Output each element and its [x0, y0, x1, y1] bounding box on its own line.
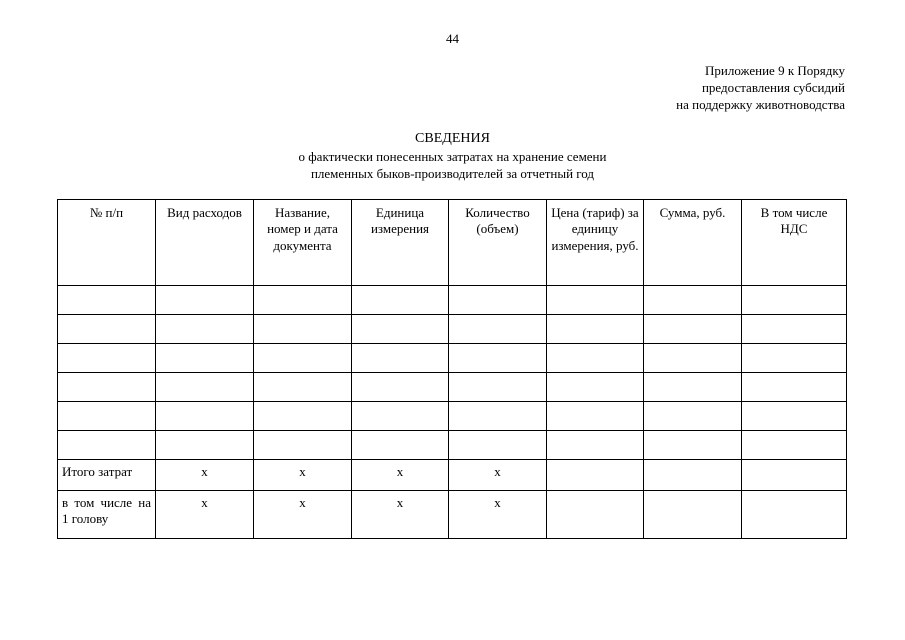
header-cell: Сумма, руб. — [644, 200, 742, 286]
header-cell: Название, номер и дата документа — [254, 200, 352, 286]
table-cell — [547, 431, 644, 460]
table-cell — [156, 315, 254, 344]
table-cell: х — [156, 491, 254, 539]
table-cell — [742, 402, 847, 431]
subtitle-line-2: племенных быков-производителей за отчетный год — [310, 166, 595, 181]
table-cell — [58, 402, 156, 431]
table-cell — [742, 286, 847, 315]
table-cell — [352, 315, 449, 344]
table-cell — [449, 315, 547, 344]
table-cell — [352, 344, 449, 373]
table-cell — [644, 431, 742, 460]
header-cell: Единица измерения — [352, 200, 449, 286]
table-cell — [58, 373, 156, 402]
table-cell: х — [449, 460, 547, 491]
table-cell — [547, 491, 644, 539]
table-cell — [742, 344, 847, 373]
table-cell — [352, 373, 449, 402]
table-cell — [449, 344, 547, 373]
subtitle-line-1: о фактически понесенных затратах на хранение семени — [298, 149, 607, 164]
appendix-reference — [676, 62, 845, 113]
table-cell — [58, 286, 156, 315]
header-cell: В том числе НДС — [742, 200, 847, 286]
table-cell — [156, 431, 254, 460]
appendix-line-3: на поддержку животноводства — [676, 97, 845, 112]
table-cell — [742, 373, 847, 402]
table-cell — [449, 373, 547, 402]
table-cell — [547, 402, 644, 431]
table-cell — [547, 344, 644, 373]
header-cell: Цена (тариф) за единицу измерения, руб. — [547, 200, 644, 286]
table-cell — [547, 460, 644, 491]
table-cell: х — [352, 460, 449, 491]
table-row — [58, 286, 847, 315]
table-cell — [742, 491, 847, 539]
header-cell: № п/п — [58, 200, 156, 286]
table-cell — [58, 431, 156, 460]
table-cell: х — [352, 491, 449, 539]
header-cell: Вид расходов — [156, 200, 254, 286]
table-cell — [644, 373, 742, 402]
table-cell — [254, 402, 352, 431]
title-block — [0, 130, 905, 182]
table-row — [58, 431, 847, 460]
appendix-line-1: Приложение 9 к Порядку — [705, 63, 845, 78]
page-number: 44 — [446, 31, 459, 46]
table-cell — [644, 491, 742, 539]
table-row — [58, 402, 847, 431]
table-cell — [58, 315, 156, 344]
table-row — [58, 344, 847, 373]
per-head-row — [58, 491, 847, 539]
total-label: Итого затрат — [58, 460, 156, 491]
table-row — [58, 315, 847, 344]
table-row — [58, 373, 847, 402]
table-cell — [254, 344, 352, 373]
expenses-table — [57, 199, 847, 539]
table-cell — [254, 286, 352, 315]
table-cell — [742, 460, 847, 491]
table-cell: х — [156, 460, 254, 491]
table-cell — [644, 315, 742, 344]
table-cell: х — [449, 491, 547, 539]
table-cell — [156, 286, 254, 315]
table-cell — [449, 431, 547, 460]
header-cell: Количество (объем) — [449, 200, 547, 286]
table-cell — [254, 431, 352, 460]
table-cell — [58, 344, 156, 373]
table-cell — [156, 373, 254, 402]
table-cell — [254, 315, 352, 344]
table-cell — [547, 286, 644, 315]
per-head-label: в том числе на 1 голову — [58, 491, 156, 539]
table-cell — [254, 373, 352, 402]
table-cell — [352, 286, 449, 315]
table-cell — [156, 402, 254, 431]
document-title: СВЕДЕНИЯ — [415, 131, 490, 146]
table-cell — [644, 344, 742, 373]
table-cell: х — [254, 491, 352, 539]
table-cell — [449, 402, 547, 431]
total-row — [58, 460, 847, 491]
table-cell — [644, 286, 742, 315]
table-cell — [742, 315, 847, 344]
table-cell — [547, 315, 644, 344]
header-row — [58, 200, 847, 286]
appendix-line-2: предоставления субсидий — [701, 80, 845, 95]
table-cell — [352, 431, 449, 460]
table-cell — [352, 402, 449, 431]
table-cell — [644, 460, 742, 491]
document-subtitle — [0, 148, 905, 182]
table-cell — [742, 431, 847, 460]
table-cell — [449, 286, 547, 315]
table-cell — [156, 344, 254, 373]
table-cell: х — [254, 460, 352, 491]
table-cell — [644, 402, 742, 431]
table-cell — [547, 373, 644, 402]
